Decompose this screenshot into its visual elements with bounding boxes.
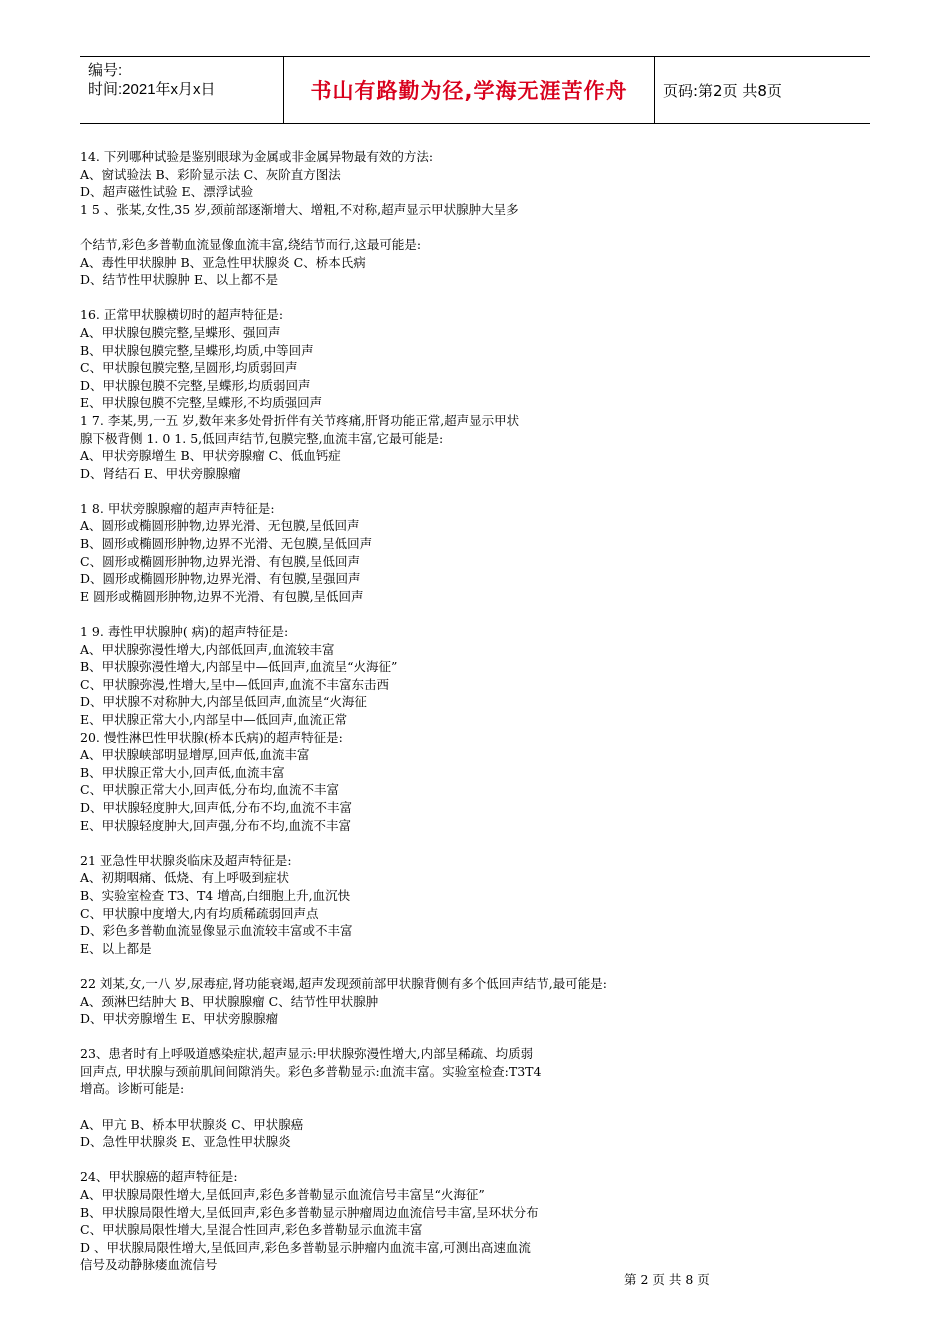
text-line: A、甲状旁腺增生 B、甲状旁腺瘤 C、低血钙症 <box>80 448 341 464</box>
page-footer: 第 2 页 共 8 页 <box>624 1272 710 1287</box>
text-line: 腺下极背侧 1. 0 1. 5,低回声结节,包膜完整,血流丰富,它最可能是: <box>80 430 444 446</box>
number-label: 编号: <box>88 62 123 79</box>
blank-line <box>80 1098 870 1116</box>
text-line: 个结节,彩色多普勒血流显像血流丰富,绕结节而行,这最可能是: <box>80 236 422 252</box>
text-line: C、甲状腺包膜完整,呈圆形,均质弱回声 <box>80 360 298 376</box>
blank-line <box>80 1151 870 1169</box>
blank-line <box>80 218 870 236</box>
text-line: B、甲状腺局限性增大,呈低回声,彩色多普勒显示肿瘤周边血流信号丰富,呈环状分布 <box>80 1204 539 1220</box>
text-line: D、甲状腺包膜不完整,呈蝶形,均质弱回声 <box>80 377 311 393</box>
blank-line <box>80 957 870 975</box>
text-line: C、甲状腺中度增大,内有均质稀疏弱回声点 <box>80 905 319 921</box>
text-line: D、甲状旁腺增生 E、甲状旁腺腺瘤 <box>80 1011 279 1027</box>
text-line: E、甲状腺正常大小,内部呈中—低回声,血流正常 <box>80 712 348 727</box>
time-label: 时间:2021年x月x日 <box>88 81 216 98</box>
text-line: A、毒性甲状腺肿 B、亚急性甲状腺炎 C、桥本氏病 <box>80 254 366 270</box>
text-line: 24、甲状腺癌的超声特征是: <box>80 1169 238 1185</box>
document-body <box>80 148 870 1274</box>
text-line: 20. 慢性淋巴性甲状腺(桥本氏病)的超声特征是: <box>80 729 343 745</box>
text-line: A、初期咽痛、低烧、有上呼吸到症状 <box>80 870 290 886</box>
page-header <box>80 56 870 124</box>
text-line: 信号及动静脉瘘血流信号 <box>80 1257 218 1273</box>
text-line: A、甲状腺包膜完整,呈蝶形、强回声 <box>80 324 281 340</box>
blank-line <box>80 834 870 852</box>
text-line: A、圆形或椭圆形肿物,边界光滑、无包膜,呈低回声 <box>80 518 360 534</box>
text-line: C、甲状腺弥漫,性增大,呈中—低回声,血流不丰富东击西 <box>80 676 389 692</box>
blank-line <box>80 482 870 500</box>
text-line: 23、患者时有上呼吸道感染症状,超声显示:甲状腺弥漫性增大,内部呈稀疏、均质弱 <box>80 1046 534 1062</box>
text-line: A、甲状腺弥漫性增大,内部低回声,血流较丰富 <box>80 641 335 657</box>
text-line: E 圆形或椭圆形肿物,边界不光滑、有包膜,呈低回声 <box>80 588 364 604</box>
text-line: 22 刘某,女,一八 岁,尿毒症,肾功能衰竭,超声发现颈前部甲状腺背侧有多个低回声结节,最可能是: <box>80 975 607 991</box>
text-line: 1 8. 甲状旁腺腺瘤的超声声特征是: <box>80 500 275 516</box>
text-line: 1 9. 毒性甲状腺肿( 病)的超声特征是: <box>80 624 289 640</box>
text-line: 16. 正常甲状腺横切时的超声特征是: <box>80 307 284 323</box>
text-line: A、甲状腺峡部明显增厚,回声低,血流丰富 <box>80 747 310 763</box>
text-line: 14. 下列哪种试验是鉴别眼球为金属或非金属异物最有效的方法: <box>80 149 434 164</box>
text-line: D、甲状腺轻度肿大,回声低,分布不均,血流不丰富 <box>80 799 352 815</box>
text-line: D、超声磁性试验 E、漂浮试验 <box>80 184 254 200</box>
text-line: C、甲状腺局限性增大,呈混合性回声,彩色多普勒显示血流丰富 <box>80 1222 423 1238</box>
blank-line <box>80 605 870 623</box>
text-line: B、实验室检查 T3、T4 增高,白细胞上升,血沉快 <box>80 887 351 903</box>
text-line: D、圆形或椭圆形肿物,边界光滑、有包膜,呈强回声 <box>80 571 361 587</box>
text-line: D、结节性甲状腺肿 E、以上都不是 <box>80 272 279 288</box>
text-line: B、甲状腺包膜完整,呈蝶形,均质,中等回声 <box>80 342 314 358</box>
text-line: 1 7. 李某,男,一五 岁,数年来多处骨折伴有关节疼痛,肝肾功能正常,超声显示甲状 <box>80 412 520 428</box>
text-line: C、圆形或椭圆形肿物,边界光滑、有包膜,呈低回声 <box>80 553 361 569</box>
blank-line <box>80 289 870 307</box>
text-line: D、甲状腺不对称肿大,内部呈低回声,血流呈“火海征 <box>80 694 367 710</box>
text-line: A、甲状腺局限性增大,呈低回声,彩色多普勒显示血流信号丰富呈“火海征” <box>80 1187 485 1203</box>
text-line: C、甲状腺正常大小,回声低,分布均,血流不丰富 <box>80 782 339 798</box>
text-line: 增高。诊断可能是: <box>80 1081 185 1097</box>
text-line: 1 5 、张某,女性,35 岁,颈前部逐渐增大、增粗,不对称,超声显示甲状腺肿大呈多 <box>80 201 519 217</box>
text-line: A、甲亢 B、桥本甲状腺炎 C、甲状腺癌 <box>80 1116 304 1132</box>
text-line: E、甲状腺轻度肿大,回声强,分布不均,血流不丰富 <box>80 817 352 833</box>
text-line: B、甲状腺正常大小,回声低,血流丰富 <box>80 764 285 780</box>
text-line: D、急性甲状腺炎 E、亚急性甲状腺炎 <box>80 1134 291 1150</box>
blank-line <box>80 1028 870 1046</box>
text-line: D、肾结石 E、甲状旁腺腺瘤 <box>80 465 241 481</box>
text-line: E、以上都是 <box>80 940 152 956</box>
text-line: A、颈淋巴结肿大 B、甲状腺腺瘤 C、结节性甲状腺肿 <box>80 993 379 1009</box>
header-motto: 书山有路勤为径,学海无涯苦作舟 <box>283 57 655 123</box>
text-line: B、甲状腺弥漫性增大,内部呈中—低回声,血流呈“火海征” <box>80 659 398 675</box>
text-line: D、彩色多普勒血流显像显示血流较丰富或不丰富 <box>80 923 353 939</box>
text-line: 21 亚急性甲状腺炎临床及超声特征是: <box>80 852 292 868</box>
header-meta <box>80 57 283 123</box>
text-line: B、圆形或椭圆形肿物,边界不光滑、无包膜,呈低回声 <box>80 536 373 552</box>
text-line: 回声点, 甲状腺与颈前肌间间隙消失。彩色多普勒显示:血流丰富。实验室检查:T3T4 <box>80 1063 542 1079</box>
text-line: A、窗试验法 B、彩阶显示法 C、灰阶直方图法 <box>80 166 341 182</box>
text-line: E、甲状腺包膜不完整,呈蝶形,不均质强回声 <box>80 395 323 411</box>
header-page-label: 页码:第2页 共8页 <box>663 81 782 100</box>
text-line: D 、甲状腺局限性增大,呈低回声,彩色多普勒显示肿瘤内血流丰富,可测出高速血流 <box>80 1239 531 1255</box>
